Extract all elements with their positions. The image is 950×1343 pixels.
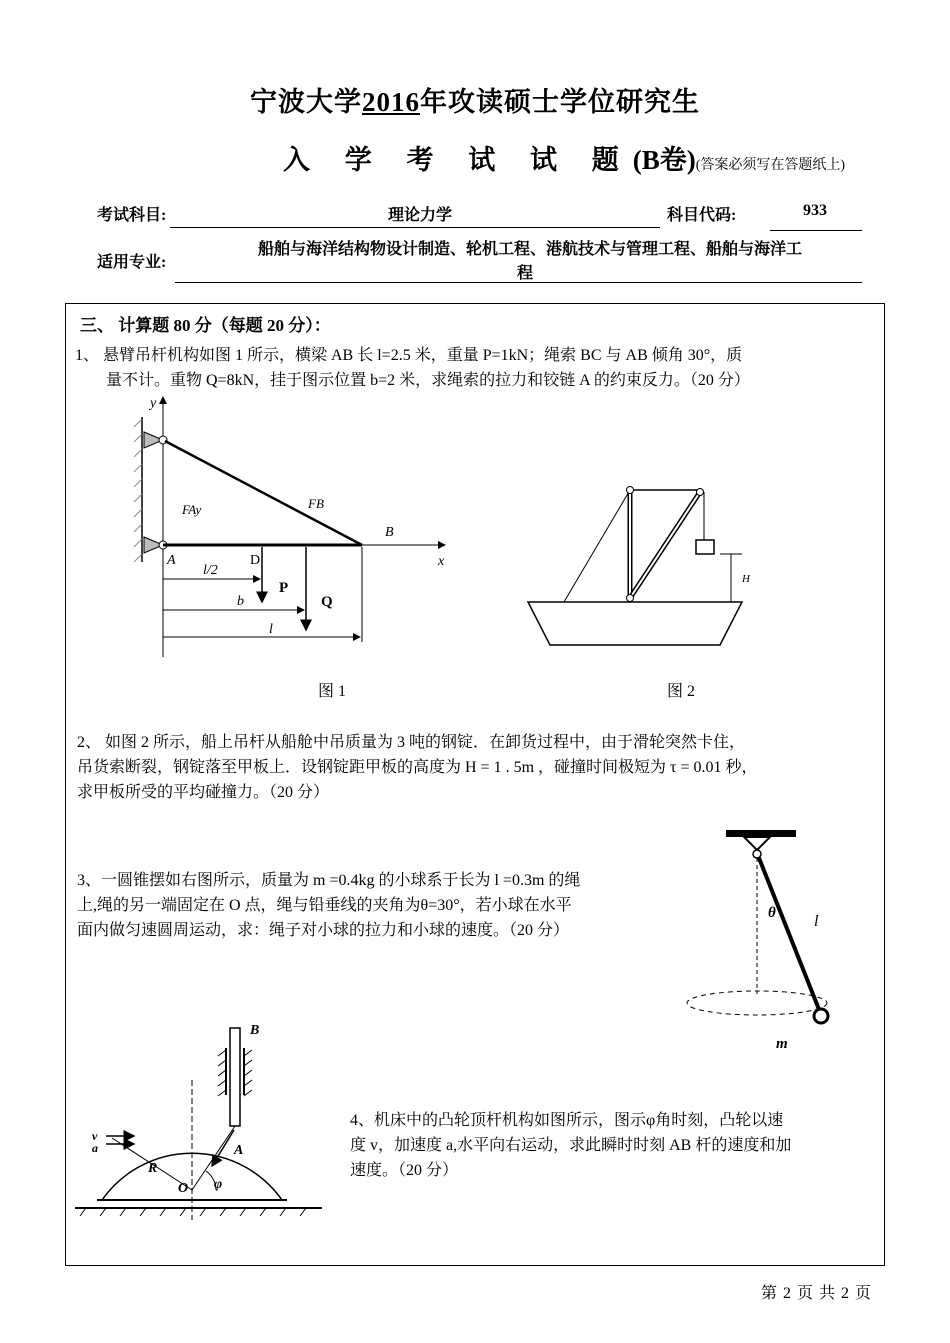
stay-rope (564, 490, 630, 602)
subject-underline (170, 227, 660, 228)
ball (814, 1009, 828, 1023)
top-pulley (627, 487, 634, 494)
dim-l2-label: l/2 (203, 563, 218, 578)
subtitle-text: 入 学 考 试 试 题 (283, 145, 633, 175)
velocity-label: v (92, 1129, 98, 1143)
ceiling (726, 830, 796, 837)
angle-theta-label: θ (768, 905, 776, 921)
pivot-support (744, 837, 770, 850)
point-b-label: B (385, 525, 394, 540)
x-axis-label: x (438, 554, 445, 569)
q3-line3: 面内做匀速圆周运动，求：绳子对小球的拉力和小球的速度。（20 分） (77, 922, 570, 939)
string (759, 858, 820, 1012)
q3-line2: 上,绳的另一端固定在 O 点，绳与铅垂线的夹角为θ=30°，若小球在水平 (77, 897, 572, 914)
height-label: H (742, 573, 750, 585)
point-a-label: A (234, 1143, 244, 1158)
code-label: 科目代码: (667, 207, 737, 224)
ground-hatching (80, 1208, 306, 1216)
dim-b-label: b (237, 594, 244, 609)
cable-bc (165, 441, 362, 545)
rod-b-label: B (250, 1023, 260, 1038)
circular-path (687, 991, 827, 1015)
paper-version: (B卷) (632, 145, 696, 175)
wall-hatching (134, 419, 142, 562)
q3-line1: 3、一圆锥摆如右图所示，质量为 m =0.4kg 的小球系于长为 l =0.3m 的绳 (77, 872, 581, 889)
dim-l-label: l (269, 622, 273, 637)
fb-label: FB (308, 496, 324, 511)
figure-4-cam-follower (72, 1020, 327, 1225)
steel-ingot (696, 540, 714, 554)
angle-phi-label: φ (214, 1177, 223, 1192)
figure-3-conical-pendulum (680, 822, 860, 1057)
center-o-label: O (178, 1181, 189, 1196)
answer-note: (答案必须写在答题纸上) (695, 158, 846, 173)
figure-2-caption: 图 2 (667, 683, 696, 700)
weight-p-label: P (279, 580, 289, 596)
code-underline (770, 230, 862, 231)
ship-hull (528, 602, 742, 645)
q4-line3: 速度。（20 分） (350, 1162, 459, 1179)
radius-label: R (148, 1161, 158, 1176)
q1-line1: 1、 悬臂吊杆机构如图 1 所示，横梁 AB 长 l=2.5 米，重量 P=1kN；绳索 BC 与 AB 倾角 30°，质 (75, 347, 743, 364)
base-pin (627, 595, 634, 602)
major-value-line2: 程 (516, 265, 533, 282)
title-year: 2016 (362, 87, 420, 117)
q4-line2: 度 v，加速度 a,水平向右运动，求此瞬时时刻 AB 杆的速度和加 (350, 1137, 792, 1154)
mass-m-label: m (776, 1036, 788, 1052)
q1-line2: 量不计。重物 Q=8kN，挂于图示位置 b=2 米，求绳索的拉力和铰链 A 的约束反力。（20 分） (106, 372, 750, 389)
code-value: 933 (803, 202, 827, 219)
exam-subtitle (283, 138, 845, 177)
point-a-label: A (167, 553, 176, 568)
point-d-label: D (250, 553, 261, 568)
title-suffix: 年攻读硕士学位研究生 (420, 87, 700, 117)
subject-label: 考试科目: (97, 207, 167, 224)
figure-1-crane-beam (130, 392, 470, 662)
major-underline (175, 282, 862, 283)
major-label: 适用专业: (97, 254, 167, 271)
length-l-label: l (814, 913, 819, 930)
load-q-label: Q (321, 594, 333, 610)
subject-value: 理论力学 (387, 207, 452, 224)
pivot-o (753, 850, 761, 858)
figure-1-caption: 图 1 (318, 683, 347, 700)
page-number: 第 2 页 共 2 页 (760, 1285, 872, 1302)
boom-pulley (697, 489, 704, 496)
fay-label: FAy (182, 502, 202, 517)
q2-line3: 求甲板所受的平均碰撞力。（20 分） (77, 784, 330, 801)
acceleration-label: a (92, 1141, 98, 1155)
section-heading: 三、 计算题 80 分（每题 20 分）： (80, 316, 331, 335)
rod-ab (230, 1028, 240, 1126)
y-axis-label: y (150, 396, 157, 411)
title-prefix: 宁波大学 (250, 87, 362, 117)
exam-title (0, 80, 950, 119)
boom-inner (630, 492, 700, 598)
major-value-line1: 船舶与海洋结构物设计制造、轮机工程、港航技术与管理工程、船舶与海洋工 (257, 241, 802, 258)
q2-line2: 吊货索断裂，钢锭落至甲板上．设钢锭距甲板的高度为 H = 1 . 5m ，碰撞时间极短为 τ = 0.01 秒， (77, 759, 758, 776)
q2-line1: 2、 如图 2 所示，船上吊杆从船舱中吊质量为 3 吨的钢锭．在卸货过程中，由于滑轮突然卡住， (77, 734, 746, 751)
q4-line1: 4、机床中的凸轮顶杆机构如图所示，图示φ角时刻，凸轮以速 (350, 1112, 784, 1129)
figure-2-ship-crane (520, 480, 750, 650)
